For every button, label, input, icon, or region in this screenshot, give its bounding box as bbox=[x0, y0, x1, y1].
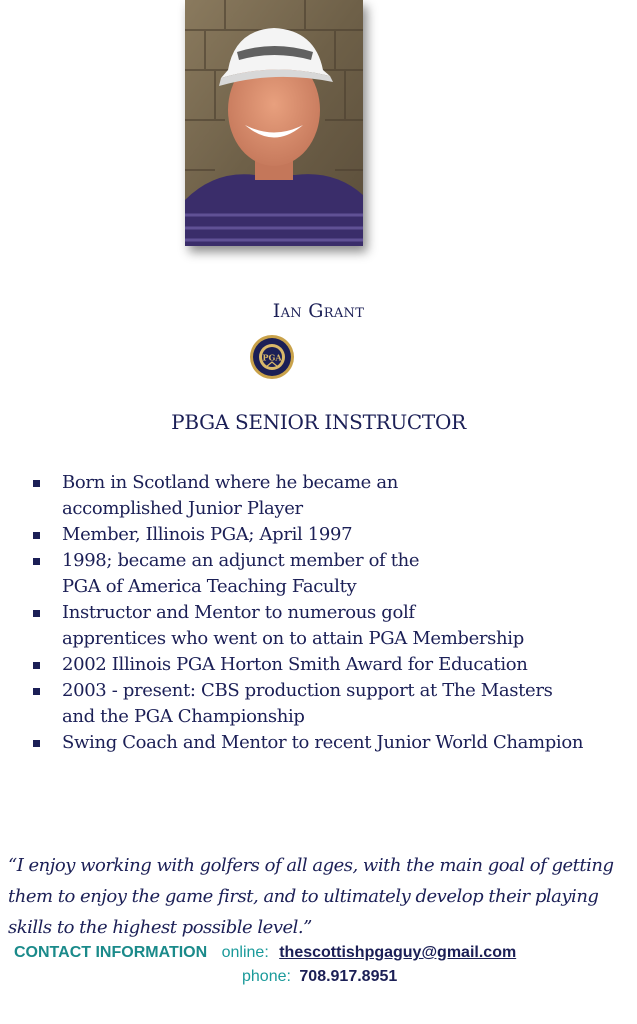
contact-heading: CONTACT INFORMATION bbox=[14, 944, 208, 961]
email-link[interactable]: thescottishpgaguy@gmail.com bbox=[279, 944, 517, 961]
bio-line: and the PGA Championship bbox=[62, 706, 305, 727]
quote-line: skills to the highest possible level.” bbox=[8, 917, 312, 938]
instructor-quote bbox=[8, 850, 637, 943]
bio-item bbox=[0, 678, 637, 730]
pga-seal-icon bbox=[249, 334, 295, 380]
bio-line: 2002 Illinois PGA Horton Smith Award for Education bbox=[62, 654, 528, 675]
phone-label: phone: bbox=[242, 968, 291, 985]
bullet-icon bbox=[33, 688, 40, 695]
bullet-icon bbox=[33, 558, 40, 565]
online-label: online: bbox=[221, 944, 269, 961]
pga-seal-text: PGA bbox=[262, 352, 282, 363]
quote-line: “I enjoy working with golfers of all ages, with the main goal of getting bbox=[8, 855, 614, 876]
bio-item bbox=[0, 548, 637, 600]
bio-line: accomplished Junior Player bbox=[62, 498, 303, 519]
bullet-icon bbox=[33, 532, 40, 539]
phone-number[interactable]: 708.917.8951 bbox=[299, 968, 398, 985]
bio-line: Swing Coach and Mentor to recent Junior World Champion bbox=[62, 732, 584, 753]
bio-line: 1998; became an adjunct member of the bbox=[62, 550, 420, 571]
bio-line: PGA of America Teaching Faculty bbox=[62, 576, 357, 597]
job-title: PBGA SENIOR INSTRUCTOR bbox=[171, 410, 466, 434]
bio-item bbox=[0, 470, 637, 522]
bio-item bbox=[0, 600, 637, 652]
bio-item bbox=[0, 522, 637, 548]
bio-line: Member, Illinois PGA; April 1997 bbox=[62, 524, 353, 545]
bio-item bbox=[0, 652, 637, 678]
bio-item bbox=[0, 730, 637, 756]
bio-line: Instructor and Mentor to numerous golf bbox=[62, 602, 415, 623]
bio-line: 2003 - present: CBS production support at The Masters bbox=[62, 680, 553, 701]
bio-list bbox=[0, 470, 637, 756]
bullet-icon bbox=[33, 480, 40, 487]
bullet-icon bbox=[33, 740, 40, 747]
instructor-photo bbox=[185, 0, 363, 246]
instructor-name: Ian Grant bbox=[272, 300, 365, 322]
quote-line: them to enjoy the game first, and to ultimately develop their playing bbox=[8, 886, 599, 907]
bio-line: Born in Scotland where he became an bbox=[62, 472, 398, 493]
bullet-icon bbox=[33, 610, 40, 617]
bio-line: apprentices who went on to attain PGA Membership bbox=[62, 628, 524, 649]
bullet-icon bbox=[33, 662, 40, 669]
